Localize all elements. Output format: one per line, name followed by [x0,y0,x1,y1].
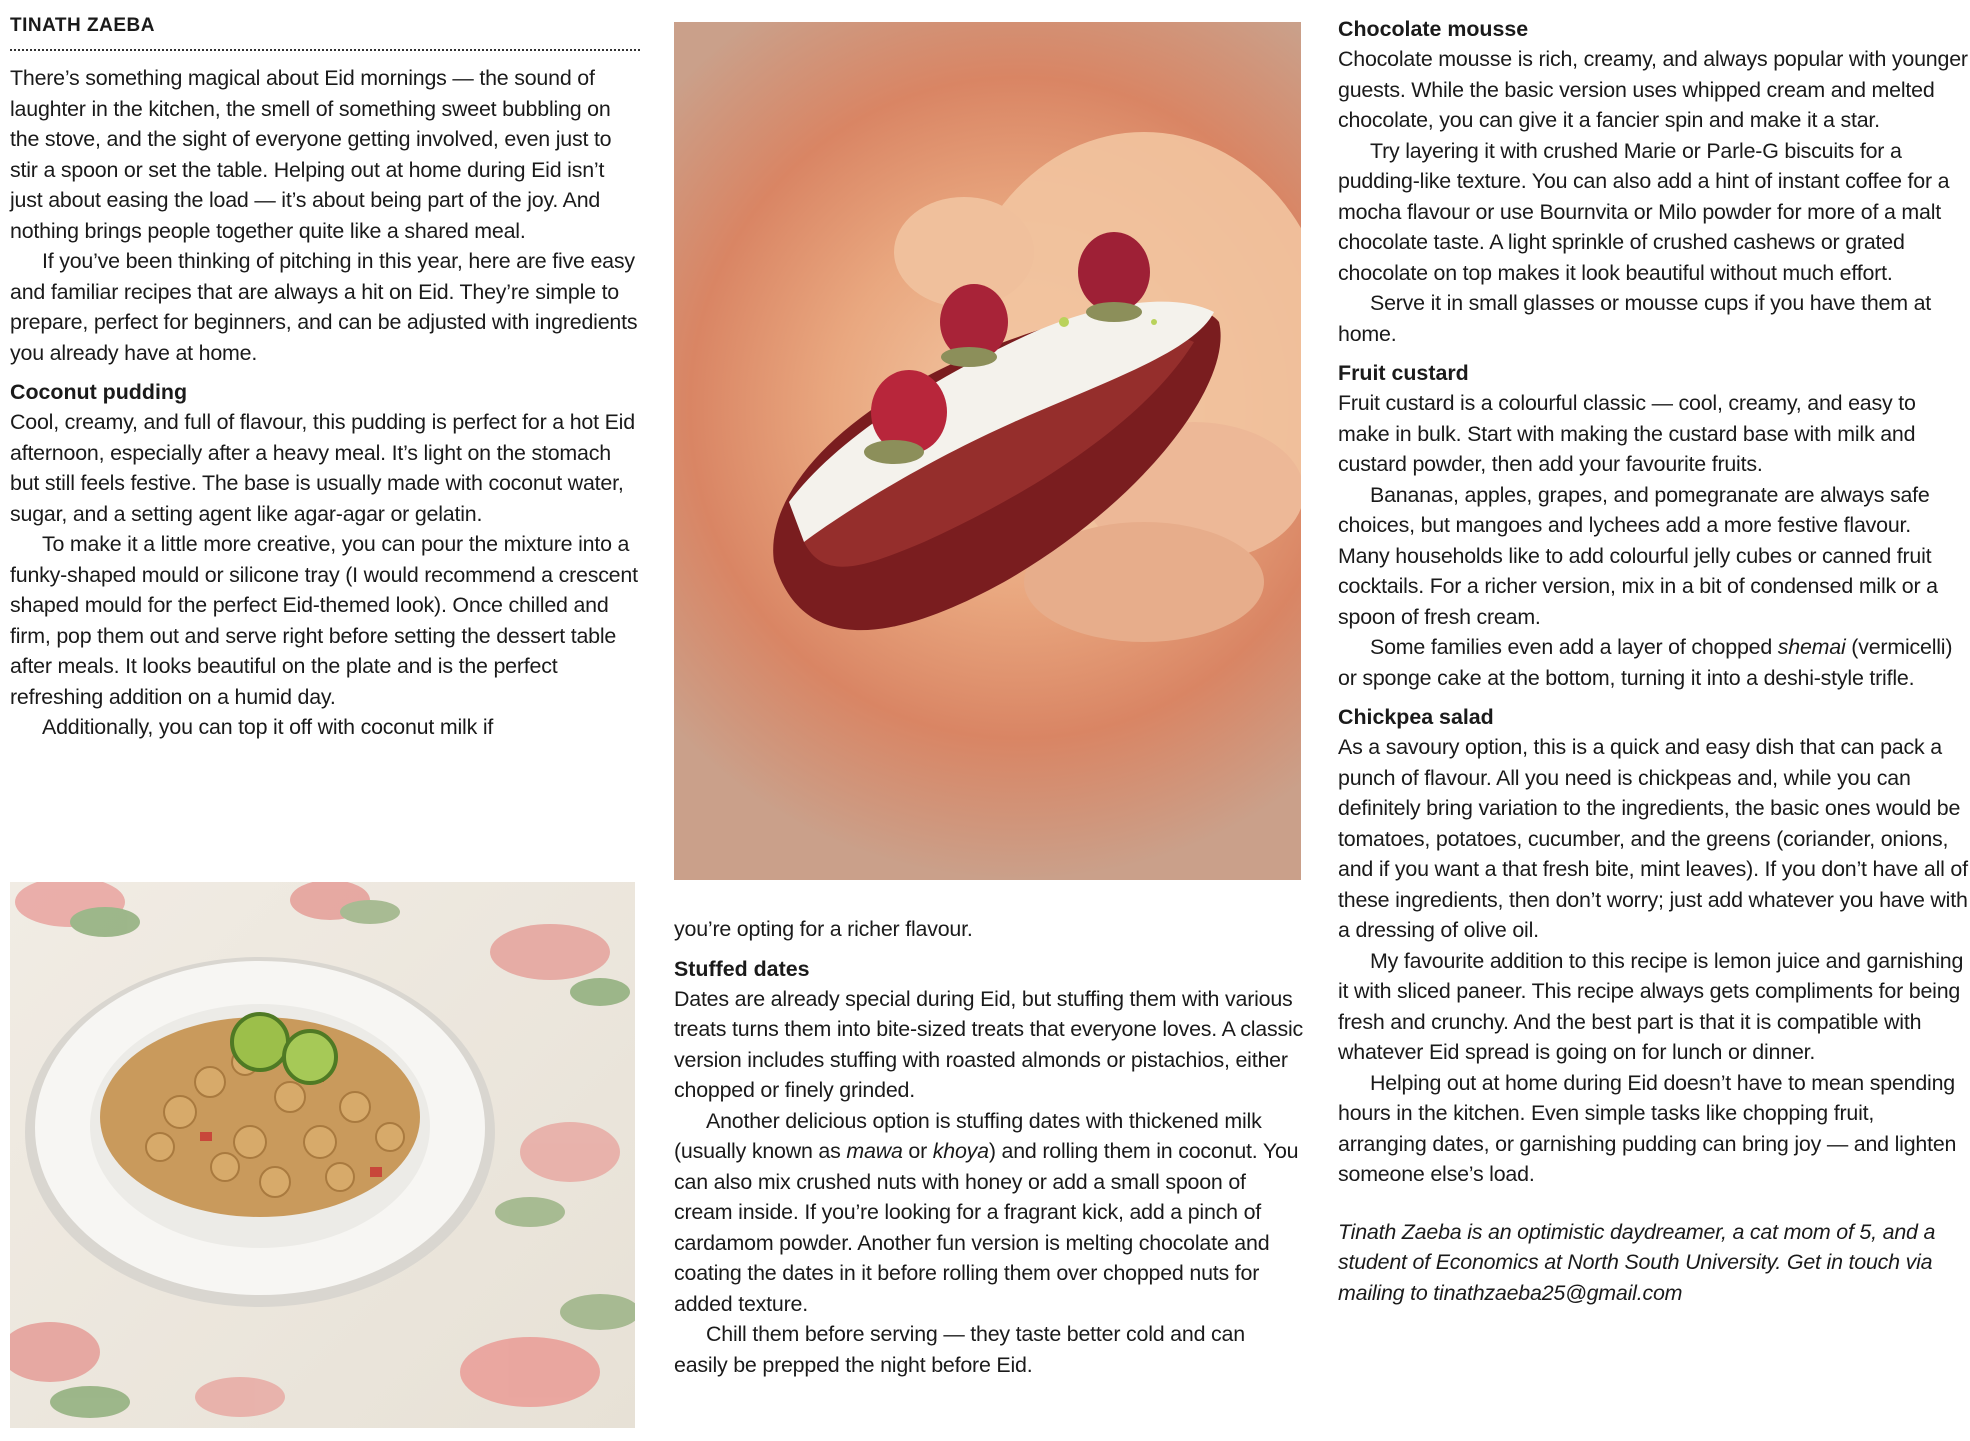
fruit-custard-heading: Fruit custard [1338,361,1469,385]
chocolate-mousse-heading: Chocolate mousse [1338,17,1529,41]
dates-paragraph-3: Chill them before serving — they taste better cold and can easily be prepped the night before Eid. [674,1322,1245,1377]
author-bio: Tinath Zaeba is an optimistic daydreamer, a cat mom of 5, and a student of Economics at North South University. Get in touch via mailing to tinathzaeba25@gmail.com [1338,1219,1936,1305]
coconut-paragraph-3-start: Additionally, you can top it off with coconut milk if [42,715,494,739]
column-1 [10,0,640,743]
dates-paragraph-2: Another delicious option is stuffing dates with thickened milk (usually known as mawa or khoya) and rolling them in coconut. You can also mix crushed nuts with honey or add a small spoon of cream inside. If you’re looking for a fragrant kick, add a pinch of cardamom powder. Another fun version is melting chocolate and coating the dates in it before rolling them over chopped nuts for added texture. [674,1108,1299,1316]
column-2 [674,914,1304,1380]
chickpea-salad-photo [10,882,635,1428]
mousse-paragraph-1: Chocolate mousse is rich, creamy, and always popular with younger guests. While the basic version uses whipped cream and melted chocolate, you can give it a fancier spin and make it a star. [1338,47,1968,132]
chickpea-paragraph-3: Helping out at home during Eid doesn’t have to mean spending hours in the kitchen. Even simple tasks like chopping fruit, arranging dates, or garnishing pudding can bring joy — and lighten someone else’s load. [1338,1070,1957,1186]
stuffed-date-photo [674,22,1301,880]
chickpea-paragraph-1: As a savoury option, this is a quick and easy dish that can pack a punch of flavour. All you need is chickpeas and, while you can definitely bring variation to the ingredients, the basic ones would be tomatoes, potatoes, cucumber, and the greens (coriander, onions, and if you want a that fresh bite, mint leaves). If you don’t have all of these ingredients, then don’t worry; just add whatever you have with a dressing of olive oil. [1338,735,1968,942]
custard-paragraph-1: Fruit custard is a colourful classic — cool, creamy, and easy to make in bulk. Start with making the custard base with milk and custard powder, then add your favourite fruits. [1338,391,1916,476]
intro-paragraph-1: There’s something magical about Eid mornings — the sound of laughter in the kitchen, the smell of something sweet bubbling on the stove, and the sight of everyone getting involved, even just to stir a spoon or set the table. Helping out at home during Eid isn’t just about easing the load — it’s about being part of the joy. And nothing brings people together quite like a shared meal. [10,66,612,243]
custard-paragraph-2: Bananas, apples, grapes, and pomegranate are always safe choices, but mangoes and lychees add a more festive flavour. Many households like to add colourful jelly cubes or canned fruit cocktails. For a richer version, mix in a bit of condensed milk or a spoon of fresh cream. [1338,482,1938,629]
coconut-paragraph-2: To make it a little more creative, you can pour the mixture into a funky-shaped mould or silicone tray (I would recommend a crescent shaped mould for the perfect Eid-themed look). Once chilled and firm, pop them out and serve right before setting the dessert table after meals. It looks beautiful on the plate and is the perfect refreshing addition on a humid day. [10,532,638,709]
coconut-paragraph-3-end: you’re opting for a richer flavour. [674,917,973,941]
coconut-pudding-heading: Coconut pudding [10,380,188,404]
coconut-paragraph-1: Cool, creamy, and full of flavour, this pudding is perfect for a hot Eid afternoon, especially after a heavy meal. It’s light on the stomach but still feels festive. The base is usually made with coconut water, sugar, and a setting agent like agar-agar or gelatin. [10,410,635,526]
chickpea-salad-heading: Chickpea salad [1338,705,1494,729]
column-3 [1338,8,1968,1308]
stuffed-date-illustration [674,22,1301,880]
dates-paragraph-1: Dates are already special during Eid, but stuffing them with various treats turns them into bite-sized treats that everyone loves. A classic version includes stuffing with roasted almonds or pistachios, either chopped or finely grinded. [674,986,1304,1102]
mousse-paragraph-2: Try layering it with crushed Marie or Parle-G biscuits for a pudding-like texture. You can also add a hint of instant coffee for a mocha flavour or use Bournvita or Milo powder for more of a malt chocolate taste. A light sprinkle of crushed cashews or grated chocolate on top makes it look beautiful without much effort. [1338,138,1950,285]
custard-paragraph-3: Some families even add a layer of chopped shemai (vermicelli) or sponge cake at the bottom, turning it into a deshi-style trifle. [1338,635,1953,690]
chickpea-paragraph-2: My favourite addition to this recipe is lemon juice and garnishing it with sliced paneer. This recipe always gets compliments for being fresh and crunchy. And the best part is that it is compatible with whatever Eid spread is going on for lunch or dinner. [1338,948,1964,1064]
stuffed-dates-heading: Stuffed dates [674,956,810,981]
chickpea-salad-illustration [10,882,635,1428]
mousse-paragraph-3: Serve it in small glasses or mousse cups if you have them at home. [1338,291,1932,346]
intro-paragraph-2: If you’ve been thinking of pitching in this year, here are five easy and familiar recipes that are always a hit on Eid. They’re simple to prepare, perfect for beginners, and can be adjusted with ingredients you already have at home. [10,249,638,365]
byline: TINATH ZAEBA [10,0,640,51]
